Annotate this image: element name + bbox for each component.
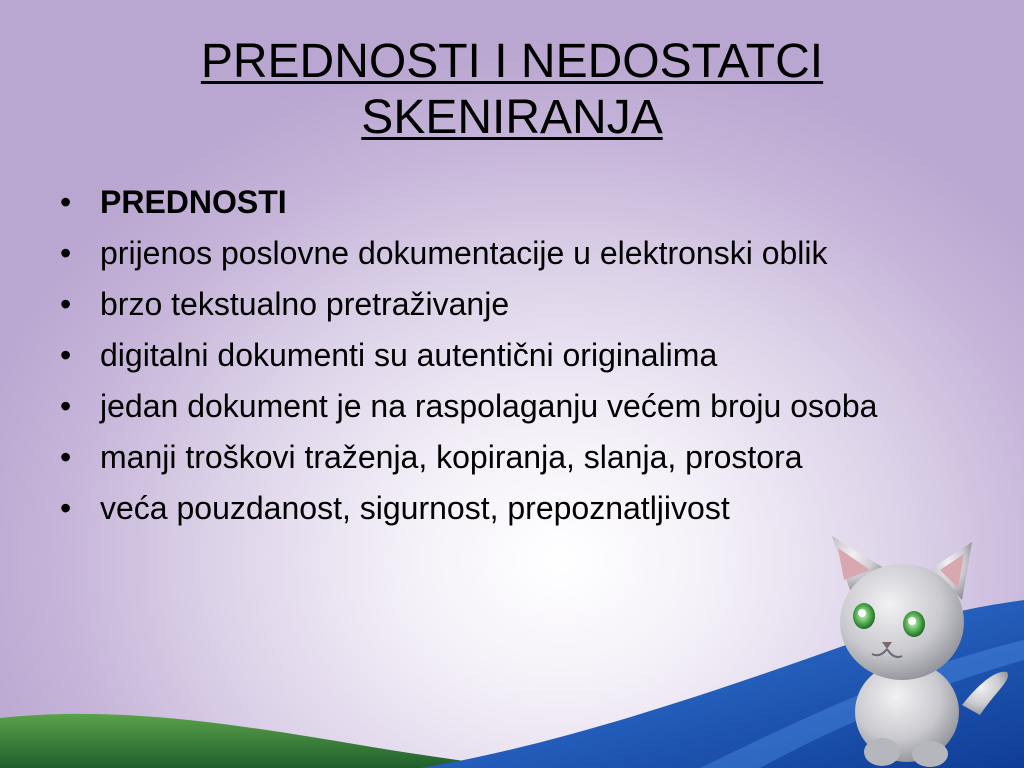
kitten-icon [812, 530, 1012, 768]
bullet-dot: • [60, 184, 72, 220]
bullet-text: brzo tekstualno pretraživanje [100, 286, 510, 322]
bullet-text: PREDNOSTI [100, 184, 287, 220]
title-line-1: PREDNOSTI I NEDOSTATCI [200, 35, 824, 88]
bullet-item [60, 490, 960, 527]
bullet-item [60, 235, 960, 272]
bullet-dot: • [60, 388, 72, 424]
bullet-dot: • [60, 337, 72, 373]
title-line-2: SKENIRANJA [361, 91, 663, 144]
bullet-dot: • [60, 439, 72, 475]
green-wave [0, 714, 520, 768]
bullet-item [60, 337, 960, 374]
bullet-text: manji troškovi traženja, kopiranja, slanja, prostora [100, 439, 803, 475]
bullet-text: digitalni dokumenti su autentični originalima [100, 337, 718, 373]
slide-title [40, 34, 984, 146]
bullet-item [60, 184, 960, 221]
bullet-text: jedan dokument je na raspolaganju većem broju osoba [100, 388, 878, 424]
bullet-text: veća pouzdanost, sigurnost, prepoznatljivost [100, 490, 730, 526]
bullet-dot: • [60, 235, 72, 271]
bullet-dot: • [60, 490, 72, 526]
bullet-item [60, 439, 960, 476]
bullet-dot: • [60, 286, 72, 322]
bullet-item [60, 388, 960, 425]
bullet-list [60, 184, 960, 541]
bullet-text: prijenos poslovne dokumentacije u elektronski oblik [100, 235, 828, 271]
bullet-item [60, 286, 960, 323]
